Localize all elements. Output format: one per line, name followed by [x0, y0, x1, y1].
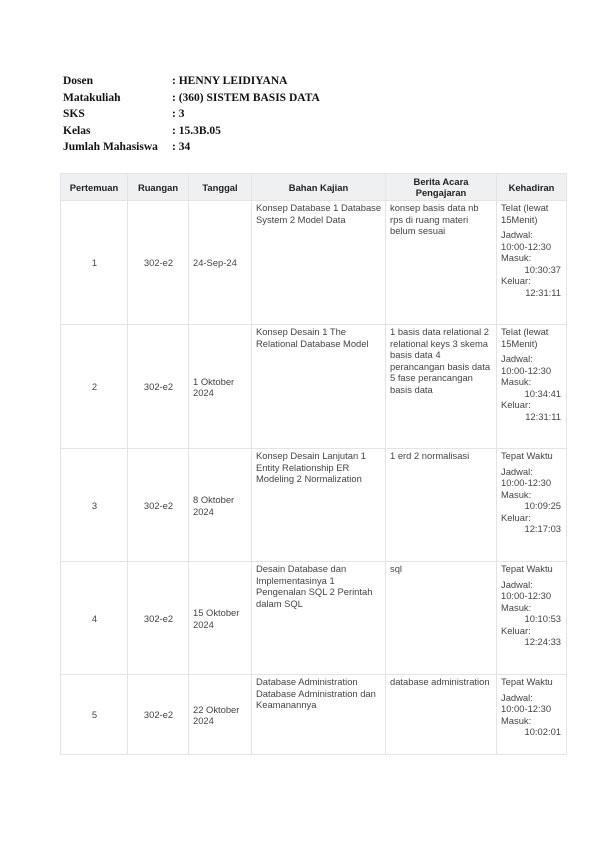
masuk-value: 10:09:25	[524, 500, 561, 511]
keluar-label: Keluar:	[501, 624, 531, 636]
matakuliah-label: Matakuliah	[63, 91, 121, 104]
table-header-row	[60, 173, 567, 201]
pertemuan-cell: 3	[60, 449, 128, 562]
jadwal-label: Jadwal:	[501, 229, 533, 240]
jadwal-value: 10:00-12:30	[501, 703, 552, 714]
jadwal-label: Jadwal:	[501, 578, 533, 590]
header-ruangan: Ruangan	[128, 173, 189, 201]
pertemuan-cell: 1	[60, 201, 128, 325]
tanggal-cell: 8 Oktober 2024	[189, 449, 252, 562]
kehadiran-cell	[497, 201, 567, 325]
sks-label: SKS	[63, 108, 85, 121]
berita-acara-cell: database administration	[386, 675, 497, 755]
masuk-label: Masuk:	[501, 714, 532, 726]
masuk-value: 10:10:53	[524, 613, 561, 624]
tanggal-cell: 22 Oktober 2024	[189, 675, 252, 755]
table-row	[60, 449, 567, 562]
kehadiran-status: Tepat Waktu	[501, 563, 553, 574]
kehadiran-cell	[497, 675, 567, 755]
sks-value: : 3	[172, 108, 185, 121]
bahan-kajian-cell: Database Administration Database Administration dan Keamanannya	[252, 675, 386, 755]
attendance-table	[60, 173, 567, 755]
tanggal-cell: 1 Oktober 2024	[189, 325, 252, 449]
course-info	[63, 73, 320, 156]
kehadiran-status: Telat (lewat 15Menit)	[501, 202, 549, 225]
ruangan-cell: 302-e2	[128, 675, 189, 755]
info-row-jumlah-mahasiswa	[63, 139, 320, 156]
jumlah-mahasiswa-label: Jumlah Mahasiswa	[63, 141, 158, 154]
masuk-label: Masuk:	[501, 488, 532, 500]
kelas-value: : 15.3B.05	[172, 124, 221, 137]
header-tanggal: Tanggal	[189, 173, 252, 201]
pertemuan-cell: 2	[60, 325, 128, 449]
dosen-value: : HENNY LEIDIYANA	[172, 75, 288, 87]
jadwal-value: 10:00-12:30	[501, 590, 552, 601]
jadwal-label: Jadwal:	[501, 465, 533, 477]
info-row-dosen	[63, 73, 320, 90]
kehadiran-status: Tepat Waktu	[501, 450, 553, 461]
ruangan-cell: 302-e2	[128, 325, 189, 449]
matakuliah-value: : (360) SISTEM BASIS DATA	[172, 91, 320, 104]
bahan-kajian-cell: Konsep Database 1 Database System 2 Model Data	[252, 201, 386, 325]
masuk-value: 10:02:01	[524, 726, 561, 737]
info-row-matakuliah	[63, 90, 320, 107]
tanggal-cell: 24-Sep-24	[189, 201, 252, 325]
keluar-value: 12:24:33	[524, 636, 561, 647]
keluar-value: 12:31:11	[525, 410, 561, 422]
masuk-value: 10:34:41	[524, 387, 561, 399]
masuk-label: Masuk:	[501, 252, 532, 263]
ruangan-cell: 302-e2	[128, 201, 189, 325]
jadwal-value: 10:00-12:30	[501, 364, 552, 376]
table-row	[60, 562, 567, 675]
kehadiran-status: Tepat Waktu	[501, 676, 553, 687]
header-bahan-kajian: Bahan Kajian	[252, 173, 386, 201]
kehadiran-status: Telat (lewat 15Menit)	[501, 326, 549, 349]
berita-acara-cell: sql	[386, 562, 497, 675]
kelas-label: Kelas	[63, 124, 91, 137]
berita-acara-cell: 1 erd 2 normalisasi	[386, 449, 497, 562]
keluar-label: Keluar:	[501, 399, 531, 410]
kehadiran-cell	[497, 449, 567, 562]
masuk-value: 10:30:37	[524, 263, 561, 275]
table-row	[60, 201, 567, 325]
info-row-sks	[63, 106, 320, 123]
keluar-value: 12:17:03	[524, 523, 561, 534]
pertemuan-cell: 4	[60, 562, 128, 675]
bahan-kajian-cell: Konsep Desain Lanjutan 1 Entity Relationship ER Modeling 2 Normalization	[252, 449, 386, 562]
jadwal-value: 10:00-12:30	[501, 477, 552, 488]
berita-acara-cell: konsep basis data nb rps di ruang materi belum sesuai	[386, 201, 497, 325]
info-row-kelas	[63, 123, 320, 140]
pertemuan-cell: 5	[60, 675, 128, 755]
header-berita-acara: Berita Acara Pengajaran	[386, 173, 497, 201]
header-pertemuan: Pertemuan	[60, 173, 128, 201]
kehadiran-cell	[497, 562, 567, 675]
jadwal-value: 10:00-12:30	[501, 240, 552, 252]
keluar-label: Keluar:	[501, 275, 531, 286]
jadwal-label: Jadwal:	[501, 691, 533, 703]
berita-acara-cell: 1 basis data relational 2 relational keys 3 skema basis data 4 perancangan basis data 5 fase perancangan basis data	[386, 325, 497, 449]
jumlah-mahasiswa-value: : 34	[172, 141, 191, 154]
table-row	[60, 675, 567, 755]
ruangan-cell: 302-e2	[128, 449, 189, 562]
bahan-kajian-cell: Desain Database dan Implementasinya 1 Pengenalan SQL 2 Perintah dalam SQL	[252, 562, 386, 675]
ruangan-cell: 302-e2	[128, 562, 189, 675]
masuk-label: Masuk:	[501, 376, 532, 387]
tanggal-cell: 15 Oktober 2024	[189, 562, 252, 675]
bahan-kajian-cell: Konsep Desain 1 The Relational Database Model	[252, 325, 386, 449]
table-row	[60, 325, 567, 449]
jadwal-label: Jadwal:	[501, 353, 533, 364]
keluar-label: Keluar:	[501, 511, 531, 523]
keluar-value: 12:31:11	[525, 286, 561, 298]
kehadiran-cell	[497, 325, 567, 449]
masuk-label: Masuk:	[501, 601, 532, 613]
dosen-label: Dosen	[63, 75, 94, 87]
header-kehadiran: Kehadiran	[497, 173, 567, 201]
